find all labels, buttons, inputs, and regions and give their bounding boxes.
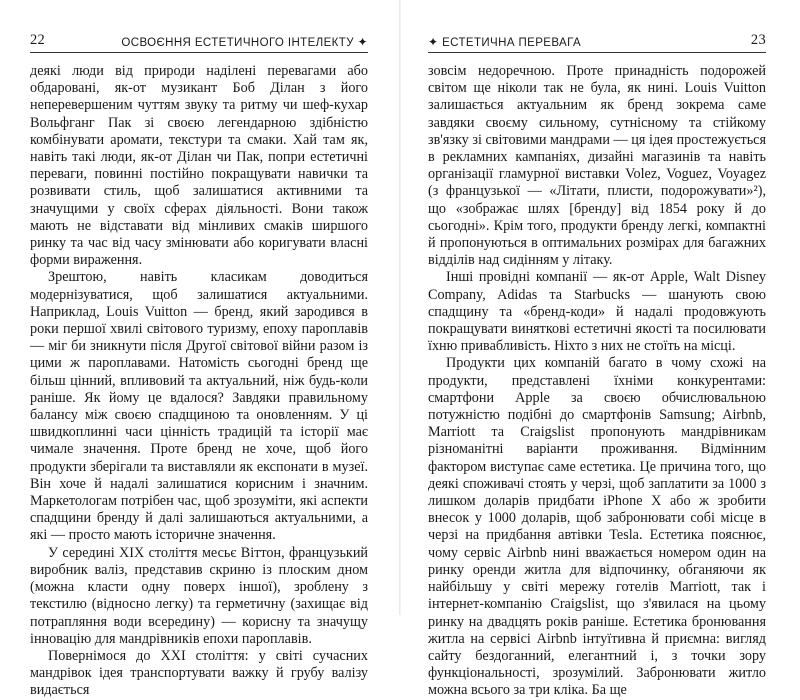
right-ornament-icon: ✦ <box>428 35 439 49</box>
right-paragraph-2: Інші провідні компанії — як-от Apple, Walt Disney Company, Adidas та Starbucks — шанують свою спадщину та «бренд-коди» й надалі продовжують покращувати винятковi естетичні якості та посилювати їхню привабливість. Ніхто з них не стоїть на місці. <box>428 269 766 355</box>
left-running-head-text: ОСВОЄННЯ ЕСТЕТИЧНОГО ІНТЕЛЕКТУ <box>121 37 354 49</box>
right-page <box>400 0 800 699</box>
right-page-header <box>428 33 766 49</box>
left-paragraph-1: деякі люди від природи наділені перевагами або обдаровані, як-от музикант Боб Ділан з його неперевершеним чуттям звуку та ритму чи шеф-кухар Вольфганг Пак зі своєю легендарною здібністю комбінувати аромати, текстури та смаки. Хай там як, навіть такі люди, як-от Ділан чи Пак, попри естетичні переваги, повинні постійно покращувати навички та розвивати стиль, щоб залишатися активними та значущими у своїх сферах діяльності. Вони також мають не відставати від мінливих смаків ширшого ринку та час від часу змінювати або коригувати власні форми вираження. <box>30 63 368 269</box>
left-ornament-icon: ✦ <box>357 35 368 49</box>
right-paragraph-3: Продукти цих компаній багато в чому схожі на продукти, представлені їхніми конкурентами: смартфони Apple за своєю обчислювальною потужністю подібні до смартфонів Samsung; Airbnb, Marriott та Craigslist пропонують мандрівникам різноманітні варіанти проживання. Відмінним фактором виступає саме естетика. Це причина того, що деякі споживачі стоять у черзі, щоб заплатити за 1000 з лишком доларів придбати iPhone X або ж зробити внесок у 1000 доларів, щоб забронювати собі місце в черзі на придбання автівки Tesla. Естетика пояснює, чому сервіс Airbnb нині вважається номером один на ринку оренди житла для відпочинку, обганяючи як найбільшу у світі мережу готелів Marriott, так і інтернет-компанію Craigslist, що з'явилася на цьому ринку на двадцять років раніше. Естетика бронювання житла на сервісі Airbnb інтуїтивна й приємна: вигляд сайту бездоганний, елегантний і, з точки зору функціональності, зрозумілий. Забронювати житло можна всього за три кліка. Ба ще <box>428 355 766 699</box>
left-paragraph-4: Повернімося до XXI століття: у світі сучасних мандрівок ідея транспортувати важку й грубу валізу видається <box>30 647 368 699</box>
left-page <box>0 0 400 699</box>
right-running-head <box>428 35 581 49</box>
left-header-rule <box>30 52 368 53</box>
left-page-body <box>30 63 368 700</box>
right-page-body <box>428 63 766 700</box>
left-paragraph-2: Зрештою, навіть класикам доводиться модернізуватися, щоб залишатися актуальними. Наприклад, Louis Vuitton — бренд, який зародився в роки першої хвилі світового туризму, епоху пароплавів — міг би зникнути після Другої світової війни разом із цими ж пароплавами. Натомість сьогодні бренд ще більш цінний, впливовий та актуальний, ніж будь-коли раніше. Як йому це вдалося? Завдяки правильному балансу між своєю спадщиною та оновленням. У ці швидкоплинні часи цінність традицій та історії має чимале значення. Проте бренд не хоче, щоб його продукти зберігали та виставляли як експонати в музеї. Він хоче й надалі залишатися корисним і значним. Маркетологам потрібен час, щоб зрозуміти, які аспекти спадщини бренду й далі залишаються актуальними, а які — просто мають історичне значення. <box>30 269 368 544</box>
right-paragraph-1: зовсім недоречною. Проте принадність подорожей світом ще ніколи так не була, як нині. Louis Vuitton залишається актуальним як бренд зокрема саме завдяки своєму сильному, сутнісному та стійкому зв'язку зі світовими мандрами — ця ідея простежується в рекламних кампаніях, дизайні магазинів та навіть організації гламурної виставки Volez, Voguez, Voyagez (з французької — «Літати, плисти, подорожувати»²), що «зображає шлях [бренду] від 1854 року й до сьогодні». Крім того, продукти бренду легкі, компактні й пропонуються в оптимальних розмірах для багажних відділів над сидінням у літаку. <box>428 63 766 269</box>
left-page-number: 22 <box>30 32 46 48</box>
left-page-header <box>30 33 368 49</box>
right-header-rule <box>428 52 766 53</box>
left-running-head <box>121 35 368 49</box>
right-page-number: 23 <box>750 32 766 48</box>
right-running-head-text: ЕСТЕТИЧНА ПЕРЕВАГА <box>442 37 582 49</box>
left-paragraph-3: У середині XIX століття месьє Віттон, французький виробник валіз, представив скриню із плоским дном (можна класти одну поверх іншої), зроблену з текстилю (відносно легку) та герметичну (захищає від потрапляння води всередину) — корисну та значущу інновацію для мандрівників епохи пароплавів. <box>30 544 368 647</box>
